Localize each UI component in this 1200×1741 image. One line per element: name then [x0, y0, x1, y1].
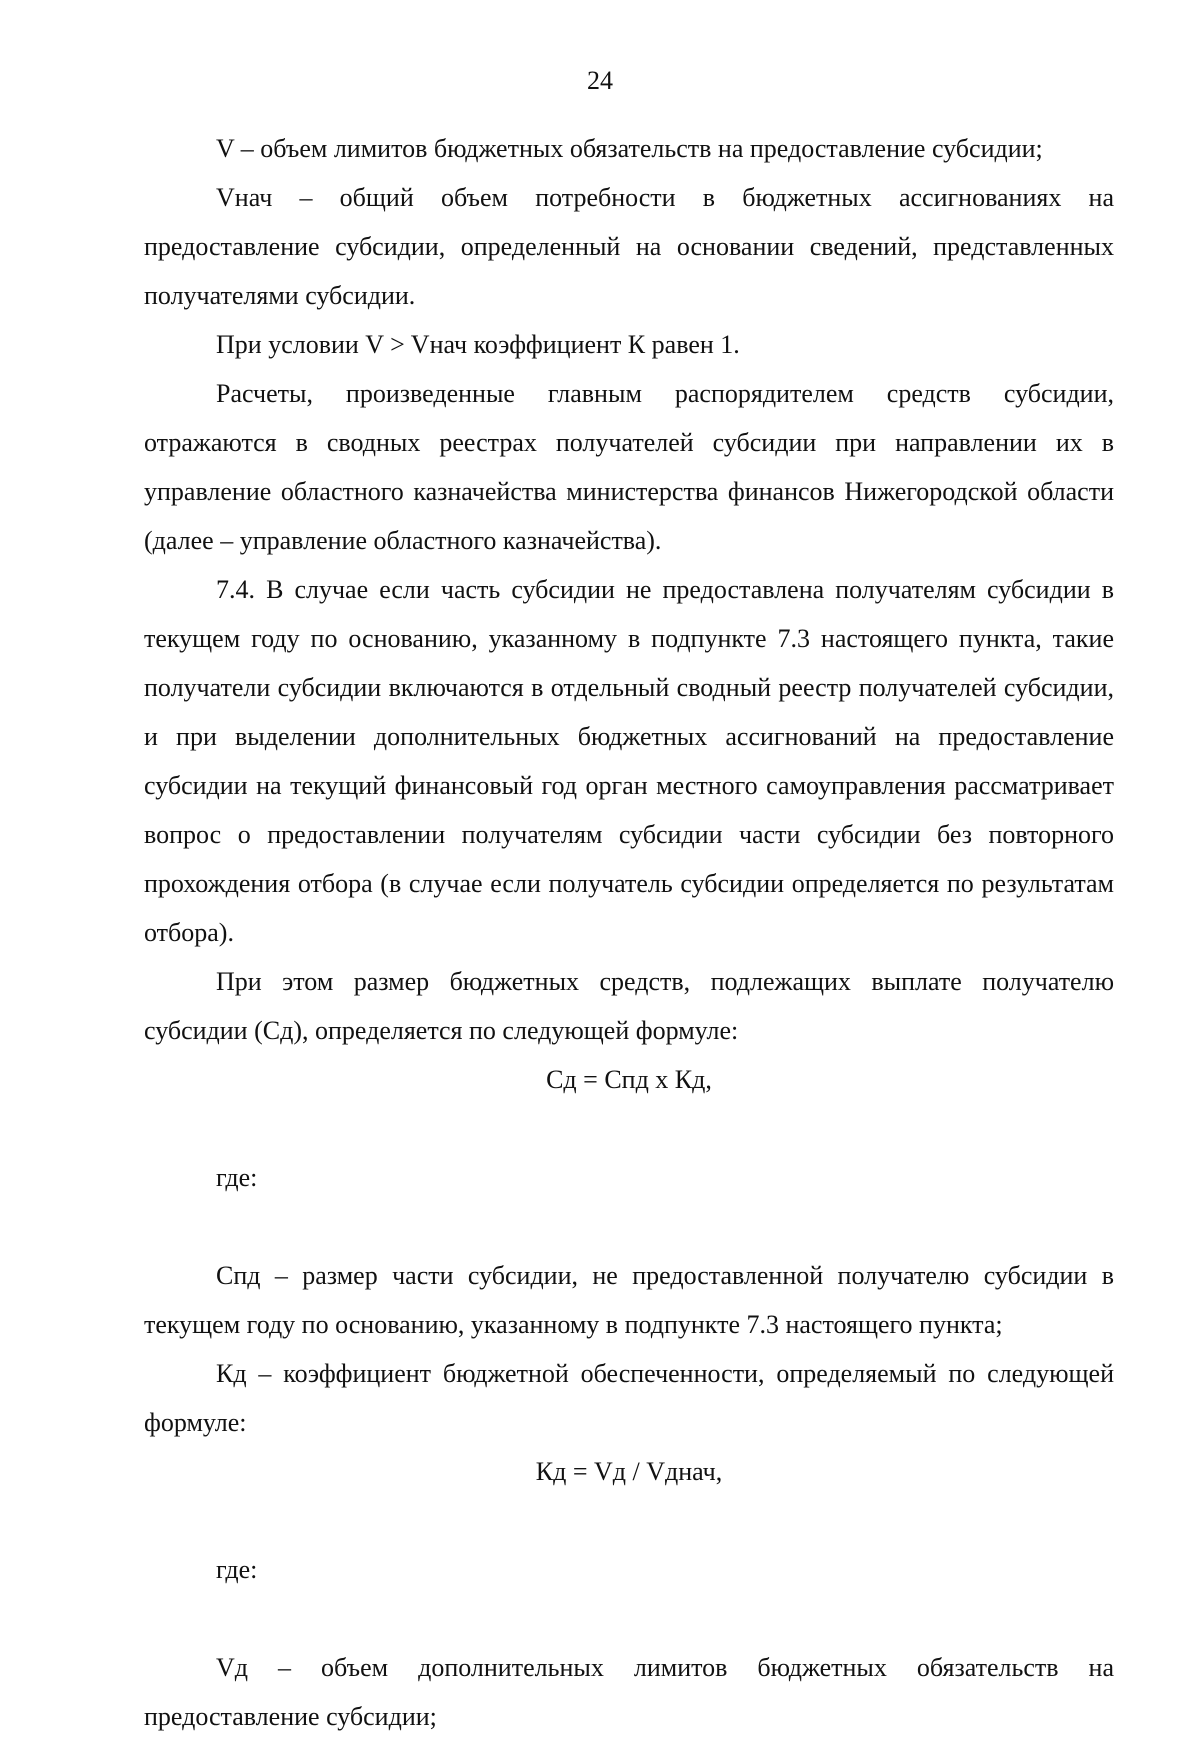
paragraph-k-condition: При условии V > Vнач коэффициент К равен 1.	[216, 330, 740, 359]
paragraph-v-definition: V – объем лимитов бюджетных обязательств на предоставление субсидии;	[216, 134, 1043, 163]
spacer	[144, 1104, 1114, 1153]
paragraph-cd-intro: При этом размер бюджетных средств, подлежащих выплате получателю субсидии (Сд), определяется по следующей формуле:	[144, 967, 1114, 1045]
paragraph-kd-definition: Кд – коэффициент бюджетной обеспеченности, определяемый по следующей формуле:	[144, 1359, 1114, 1437]
formula-kd: Кд = Vд / Vднач,	[535, 1457, 723, 1486]
formula-cd: Сд = Спд x Кд,	[546, 1065, 712, 1094]
document-body	[144, 124, 1114, 1741]
paragraph-calculations: Расчеты, произведенные главным распорядителем средств субсидии, отражаются в сводных реестрах получателей субсидии при направлении их в управление областного казначейства министерства финансов Нижегородской области (далее – управление областного казначейства).	[144, 379, 1114, 555]
paragraph-vnach-definition: Vнач – общий объем потребности в бюджетных ассигнованиях на предоставление субсидии, определенный на основании сведений, представленных получателями субсидии.	[144, 183, 1114, 310]
paragraph-7-4: 7.4. В случае если часть субсидии не предоставлена получателям субсидии в текущем году по основанию, указанному в подпункте 7.3 настоящего пункта, такие получатели субсидии включаются в отдельный сводный реестр получателей субсидии, и при выделении дополнительных бюджетных ассигнований на предоставление субсидии на текущий финансовый год орган местного самоуправления рассматривает вопрос о предоставлении получателям субсидии части субсидии без повторного прохождения отбора (в случае если получатель субсидии определяется по результатам отбора).	[144, 575, 1114, 947]
spacer	[144, 1496, 1114, 1545]
paragraph-vd-definition: Vд – объем дополнительных лимитов бюджетных обязательств на предоставление субсидии;	[144, 1653, 1114, 1731]
where-label: где:	[216, 1555, 258, 1584]
paragraph-spd-definition: Спд – размер части субсидии, не предоставленной получателю субсидии в текущем году по основанию, указанному в подпункте 7.3 настоящего пункта;	[144, 1261, 1114, 1339]
spacer	[144, 1594, 1114, 1643]
page-number: 24	[587, 66, 613, 95]
where-label: где:	[216, 1163, 258, 1192]
spacer	[144, 1202, 1114, 1251]
